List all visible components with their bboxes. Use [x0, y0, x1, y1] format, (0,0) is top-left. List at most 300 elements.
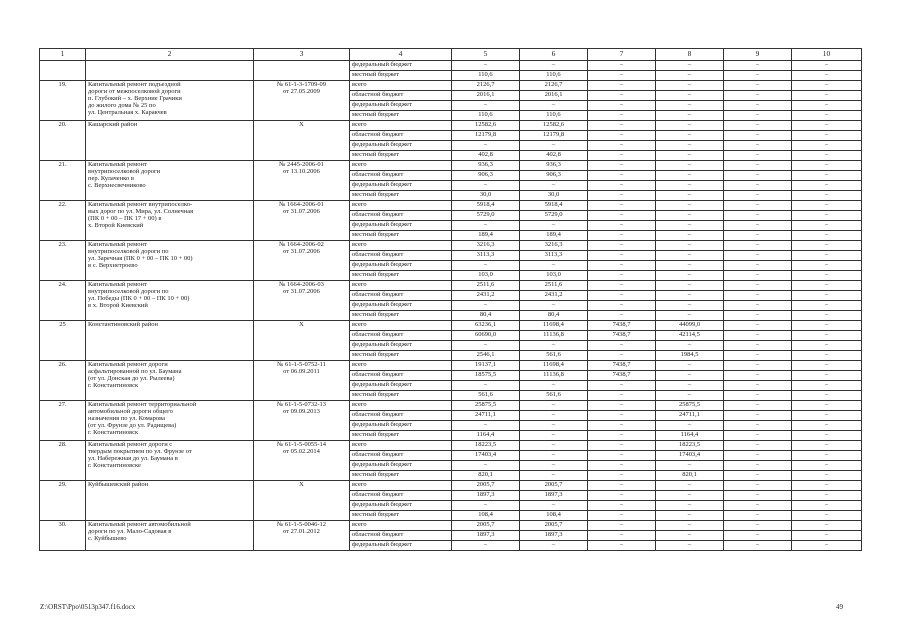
- amount-cell: –: [792, 201, 862, 211]
- funding-source: всего: [350, 481, 452, 491]
- amount-cell: –: [792, 391, 862, 401]
- amount-cell: –: [724, 251, 792, 261]
- amount-cell: –: [656, 491, 724, 501]
- amount-cell: –: [724, 151, 792, 161]
- amount-cell: 11698,4: [520, 361, 588, 371]
- amount-cell: –: [520, 301, 588, 311]
- object-name-line: п. Глубокий – х. Верхние Грачики: [88, 95, 182, 102]
- amount-cell: –: [452, 501, 520, 511]
- object-name-line: ул. Заречная (ПК 0 + 00 – ПК 10 + 00): [88, 255, 193, 262]
- amount-cell: –: [588, 111, 656, 121]
- amount-cell: –: [588, 201, 656, 211]
- funding-source: областной бюджет: [350, 531, 452, 541]
- amount-cell: –: [520, 431, 588, 441]
- amount-cell: –: [792, 321, 862, 331]
- amount-cell: 24711,1: [656, 411, 724, 421]
- amount-cell: –: [656, 111, 724, 121]
- amount-cell: 5918,4: [520, 201, 588, 211]
- amount-cell: 2431,2: [452, 291, 520, 301]
- document-ref: [254, 441, 350, 481]
- object-name-line: х. Второй Киевский: [88, 222, 144, 229]
- amount-cell: 820,1: [452, 471, 520, 481]
- object-name: [86, 441, 254, 481]
- document-ref-line: № 61-1-5-0046-12: [277, 521, 326, 528]
- column-number: 2: [86, 49, 254, 61]
- amount-cell: 7438,7: [588, 361, 656, 371]
- amount-cell: –: [792, 381, 862, 391]
- amount-cell: –: [656, 121, 724, 131]
- funding-source: местный бюджет: [350, 431, 452, 441]
- object-name-line: Капитальный ремонт внутрипоселко-: [88, 201, 193, 208]
- funding-source: всего: [350, 361, 452, 371]
- document-ref: [254, 361, 350, 401]
- amount-cell: –: [724, 401, 792, 411]
- amount-cell: –: [656, 341, 724, 351]
- object-name-line: (ПК 0 + 00 – ПК 17 + 00) в: [88, 215, 162, 222]
- amount-cell: –: [792, 441, 862, 451]
- amount-cell: –: [656, 181, 724, 191]
- amount-cell: –: [724, 411, 792, 421]
- amount-cell: 12582,6: [452, 121, 520, 131]
- amount-cell: –: [588, 71, 656, 81]
- column-number: 9: [724, 49, 792, 61]
- amount-cell: 1984,5: [656, 351, 724, 361]
- row-number: 29.: [40, 481, 86, 521]
- amount-cell: –: [792, 491, 862, 501]
- row-number: 20.: [40, 121, 86, 161]
- amount-cell: 108,4: [520, 511, 588, 521]
- amount-cell: –: [792, 281, 862, 291]
- amount-cell: –: [792, 181, 862, 191]
- object-name: [86, 241, 254, 281]
- amount-cell: –: [724, 431, 792, 441]
- amount-cell: –: [588, 541, 656, 551]
- funding-source: областной бюджет: [350, 491, 452, 501]
- document-ref-line: № 1664-2006-03: [279, 281, 324, 288]
- funding-source: областной бюджет: [350, 251, 452, 261]
- amount-cell: –: [724, 201, 792, 211]
- amount-cell: –: [724, 301, 792, 311]
- table-row: [40, 201, 862, 211]
- object-name-line: в с. Верхнетроево: [88, 262, 138, 269]
- amount-cell: –: [724, 321, 792, 331]
- amount-cell: –: [452, 421, 520, 431]
- amount-cell: 19137,1: [452, 361, 520, 371]
- amount-cell: –: [588, 211, 656, 221]
- amount-cell: –: [724, 461, 792, 471]
- amount-cell: 18223,5: [452, 441, 520, 451]
- document-ref-line: от 27.05.2009: [283, 88, 320, 95]
- amount-cell: –: [656, 251, 724, 261]
- amount-cell: –: [792, 91, 862, 101]
- amount-cell: –: [792, 211, 862, 221]
- object-name: [86, 521, 254, 551]
- amount-cell: 110,6: [520, 111, 588, 121]
- amount-cell: –: [724, 471, 792, 481]
- amount-cell: –: [588, 91, 656, 101]
- funding-source: местный бюджет: [350, 471, 452, 481]
- funding-source: областной бюджет: [350, 211, 452, 221]
- amount-cell: 1164,4: [452, 431, 520, 441]
- amount-cell: 103,0: [520, 271, 588, 281]
- object-name-line: Капитальный ремонт: [88, 161, 147, 168]
- object-name-line: (от ул. Донская до ул. Рылеева): [88, 375, 175, 382]
- amount-cell: 820,1: [656, 471, 724, 481]
- row-number: 21.: [40, 161, 86, 201]
- amount-cell: 5729,0: [452, 211, 520, 221]
- funding-source: местный бюджет: [350, 151, 452, 161]
- amount-cell: 2005,7: [452, 481, 520, 491]
- page-number: 49: [836, 603, 843, 611]
- funding-source: федеральный бюджет: [350, 341, 452, 351]
- amount-cell: –: [792, 331, 862, 341]
- amount-cell: 1897,3: [520, 531, 588, 541]
- amount-cell: –: [588, 221, 656, 231]
- amount-cell: 18223,5: [656, 441, 724, 451]
- amount-cell: –: [452, 301, 520, 311]
- document-ref-line: № 61-1-3-1709-09: [277, 81, 326, 88]
- table-row: [40, 401, 862, 411]
- amount-cell: –: [792, 461, 862, 471]
- amount-cell: 906,3: [520, 171, 588, 181]
- amount-cell: –: [588, 341, 656, 351]
- amount-cell: –: [724, 71, 792, 81]
- funding-source: всего: [350, 241, 452, 251]
- header-row: [40, 49, 862, 61]
- amount-cell: –: [656, 311, 724, 321]
- amount-cell: –: [724, 361, 792, 371]
- amount-cell: –: [588, 441, 656, 451]
- amount-cell: 1897,3: [452, 491, 520, 501]
- amount-cell: –: [588, 231, 656, 241]
- amount-cell: –: [588, 381, 656, 391]
- funding-source: областной бюджет: [350, 451, 452, 461]
- amount-cell: –: [520, 421, 588, 431]
- amount-cell: –: [792, 131, 862, 141]
- amount-cell: 12179,8: [520, 131, 588, 141]
- amount-cell: –: [792, 61, 862, 71]
- amount-cell: 936,3: [452, 161, 520, 171]
- amount-cell: 2005,7: [520, 521, 588, 531]
- object-name-line: с. Куйбышево: [88, 535, 127, 542]
- amount-cell: –: [588, 431, 656, 441]
- amount-cell: –: [656, 421, 724, 431]
- amount-cell: –: [452, 341, 520, 351]
- amount-cell: –: [588, 131, 656, 141]
- amount-cell: –: [792, 471, 862, 481]
- object-name: [86, 401, 254, 441]
- amount-cell: –: [724, 351, 792, 361]
- amount-cell: 402,8: [452, 151, 520, 161]
- object-name-line: Капитальный ремонт подъездной: [88, 81, 181, 88]
- object-name: [86, 321, 254, 361]
- amount-cell: –: [452, 141, 520, 151]
- amount-cell: 17403,4: [452, 451, 520, 461]
- funding-source: всего: [350, 121, 452, 131]
- amount-cell: –: [792, 141, 862, 151]
- amount-cell: –: [792, 401, 862, 411]
- amount-cell: –: [588, 121, 656, 131]
- object-name-line: г. Константиновск: [88, 429, 139, 436]
- amount-cell: –: [520, 141, 588, 151]
- object-name: [86, 121, 254, 161]
- object-name-line: назначения по ул. Комарова: [88, 415, 166, 422]
- object-name-line: Капитальный ремонт дороги с: [88, 441, 173, 448]
- amount-cell: –: [520, 61, 588, 71]
- funding-source: местный бюджет: [350, 511, 452, 521]
- amount-cell: –: [656, 71, 724, 81]
- amount-cell: 1164,4: [656, 431, 724, 441]
- amount-cell: 2016,1: [520, 91, 588, 101]
- object-name-line: Кашарский район: [88, 121, 138, 128]
- document-ref-line: от 13.10.2006: [283, 168, 320, 175]
- amount-cell: 7438,7: [588, 371, 656, 381]
- amount-cell: 17403,4: [656, 451, 724, 461]
- amount-cell: –: [656, 241, 724, 251]
- budget-table: [39, 48, 862, 551]
- column-number: 5: [452, 49, 520, 61]
- row-number: 22.: [40, 201, 86, 241]
- amount-cell: –: [724, 211, 792, 221]
- column-number: 3: [254, 49, 350, 61]
- amount-cell: –: [588, 501, 656, 511]
- amount-cell: 103,0: [452, 271, 520, 281]
- document-ref-line: от 09.09.2013: [283, 408, 320, 415]
- amount-cell: –: [656, 211, 724, 221]
- amount-cell: –: [792, 221, 862, 231]
- object-name-line: асфальтированной по ул. Баумана: [88, 368, 182, 375]
- object-name: [86, 201, 254, 241]
- amount-cell: –: [792, 261, 862, 271]
- amount-cell: –: [656, 361, 724, 371]
- amount-cell: –: [792, 341, 862, 351]
- amount-cell: –: [656, 91, 724, 101]
- amount-cell: –: [724, 481, 792, 491]
- amount-cell: –: [588, 241, 656, 251]
- amount-cell: 936,3: [520, 161, 588, 171]
- document-ref: [254, 401, 350, 441]
- amount-cell: –: [724, 501, 792, 511]
- amount-cell: 189,4: [452, 231, 520, 241]
- funding-source: федеральный бюджет: [350, 541, 452, 551]
- amount-cell: –: [656, 81, 724, 91]
- table-row: [40, 241, 862, 251]
- amount-cell: 30,0: [520, 191, 588, 201]
- funding-source: местный бюджет: [350, 311, 452, 321]
- amount-cell: 1897,3: [520, 491, 588, 501]
- amount-cell: 42114,5: [656, 331, 724, 341]
- amount-cell: –: [792, 421, 862, 431]
- amount-cell: 30,0: [452, 191, 520, 201]
- object-name-line: внутрипоселковой дороги по: [88, 288, 169, 295]
- amount-cell: –: [792, 531, 862, 541]
- amount-cell: –: [792, 171, 862, 181]
- object-name-line: ул. Центральная х. Каракчев: [88, 109, 167, 116]
- amount-cell: 12179,8: [452, 131, 520, 141]
- amount-cell: –: [588, 151, 656, 161]
- amount-cell: –: [724, 291, 792, 301]
- object-name-line: ул. Победы (ПК 0 + 00 – ПК 10 + 00): [88, 295, 190, 302]
- amount-cell: –: [792, 371, 862, 381]
- object-name-line: дороги по ул. Мало-Садовая в: [88, 528, 172, 535]
- amount-cell: –: [724, 81, 792, 91]
- amount-cell: 80,4: [452, 311, 520, 321]
- document-ref: [254, 201, 350, 241]
- document-ref: [254, 81, 350, 121]
- funding-source: местный бюджет: [350, 71, 452, 81]
- amount-cell: 2511,6: [520, 281, 588, 291]
- funding-source: областной бюджет: [350, 411, 452, 421]
- amount-cell: –: [724, 261, 792, 271]
- column-number: 1: [40, 49, 86, 61]
- amount-cell: –: [724, 221, 792, 231]
- object-name-line: Куйбышевский район: [88, 481, 149, 488]
- document-ref: [254, 321, 350, 361]
- funding-source: федеральный бюджет: [350, 381, 452, 391]
- amount-cell: 80,4: [520, 311, 588, 321]
- amount-cell: –: [656, 161, 724, 171]
- document-ref: [254, 481, 350, 521]
- table-row: [40, 521, 862, 531]
- amount-cell: –: [520, 501, 588, 511]
- amount-cell: –: [656, 171, 724, 181]
- amount-cell: –: [724, 131, 792, 141]
- object-name-line: г. Константиновск: [88, 382, 139, 389]
- object-name-line: Капитальный ремонт: [88, 281, 147, 288]
- amount-cell: –: [656, 101, 724, 111]
- object-name: [86, 481, 254, 521]
- amount-cell: –: [588, 61, 656, 71]
- funding-source: федеральный бюджет: [350, 141, 452, 151]
- column-number: 8: [656, 49, 724, 61]
- document-ref-line: Х: [299, 481, 304, 488]
- amount-cell: –: [656, 391, 724, 401]
- amount-cell: 7438,7: [588, 331, 656, 341]
- document-ref-line: от 31.07.2006: [283, 208, 320, 215]
- amount-cell: –: [724, 371, 792, 381]
- amount-cell: 2546,1: [452, 351, 520, 361]
- funding-source: всего: [350, 321, 452, 331]
- amount-cell: –: [588, 101, 656, 111]
- amount-cell: –: [656, 151, 724, 161]
- amount-cell: –: [792, 101, 862, 111]
- amount-cell: –: [724, 441, 792, 451]
- row-number: 27.: [40, 401, 86, 441]
- document-ref: [254, 241, 350, 281]
- amount-cell: 110,6: [520, 71, 588, 81]
- amount-cell: –: [724, 491, 792, 501]
- amount-cell: –: [452, 541, 520, 551]
- amount-cell: 5729,0: [520, 211, 588, 221]
- funding-source: всего: [350, 161, 452, 171]
- amount-cell: –: [656, 231, 724, 241]
- amount-cell: –: [588, 481, 656, 491]
- document-ref-line: № 1664-2006-01: [279, 201, 324, 208]
- amount-cell: 5918,4: [452, 201, 520, 211]
- amount-cell: –: [656, 141, 724, 151]
- amount-cell: 2126,7: [520, 81, 588, 91]
- amount-cell: –: [520, 381, 588, 391]
- amount-cell: –: [452, 461, 520, 471]
- amount-cell: –: [520, 411, 588, 421]
- document-ref: [254, 61, 350, 81]
- amount-cell: –: [724, 531, 792, 541]
- amount-cell: –: [656, 281, 724, 291]
- amount-cell: –: [588, 471, 656, 481]
- amount-cell: –: [792, 71, 862, 81]
- amount-cell: 561,6: [520, 391, 588, 401]
- object-name: [86, 361, 254, 401]
- amount-cell: –: [656, 291, 724, 301]
- amount-cell: 110,6: [452, 71, 520, 81]
- amount-cell: –: [656, 481, 724, 491]
- funding-source: федеральный бюджет: [350, 101, 452, 111]
- document-ref-line: № 61-1-5-0055-14: [277, 441, 326, 448]
- amount-cell: –: [656, 381, 724, 391]
- funding-source: федеральный бюджет: [350, 461, 452, 471]
- object-name: [86, 161, 254, 201]
- amount-cell: –: [520, 261, 588, 271]
- amount-cell: –: [724, 101, 792, 111]
- object-name-line: внутрипоселковой дороги по: [88, 248, 169, 255]
- amount-cell: –: [656, 131, 724, 141]
- amount-cell: –: [588, 261, 656, 271]
- footer-file-path: Z:\ORST\Ppo\0513p347.f16.docx: [40, 603, 136, 611]
- amount-cell: –: [792, 191, 862, 201]
- document-ref-line: от 27.01.2012: [283, 528, 320, 535]
- amount-cell: –: [792, 111, 862, 121]
- funding-source: областной бюджет: [350, 91, 452, 101]
- table-row: [40, 161, 862, 171]
- object-name-line: с. Верхнесвечниково: [88, 182, 146, 189]
- amount-cell: –: [520, 401, 588, 411]
- amount-cell: 3216,3: [452, 241, 520, 251]
- amount-cell: –: [724, 521, 792, 531]
- amount-cell: –: [588, 391, 656, 401]
- amount-cell: 25875,5: [656, 401, 724, 411]
- amount-cell: 2016,1: [452, 91, 520, 101]
- column-number: 4: [350, 49, 452, 61]
- amount-cell: –: [724, 331, 792, 341]
- amount-cell: 12582,6: [520, 121, 588, 131]
- amount-cell: 24711,1: [452, 411, 520, 421]
- funding-source: всего: [350, 401, 452, 411]
- amount-cell: –: [792, 271, 862, 281]
- amount-cell: –: [588, 521, 656, 531]
- amount-cell: –: [520, 461, 588, 471]
- object-name-line: дороги от межпоселковой дороги: [88, 88, 181, 95]
- column-number: 10: [792, 49, 862, 61]
- amount-cell: –: [520, 181, 588, 191]
- funding-source: местный бюджет: [350, 271, 452, 281]
- amount-cell: –: [588, 491, 656, 501]
- funding-source: всего: [350, 201, 452, 211]
- funding-source: федеральный бюджет: [350, 221, 452, 231]
- amount-cell: –: [792, 411, 862, 421]
- amount-cell: –: [656, 511, 724, 521]
- amount-cell: –: [724, 191, 792, 201]
- amount-cell: 561,6: [452, 391, 520, 401]
- amount-cell: –: [520, 221, 588, 231]
- object-name-line: ул. Набережная до ул. Баумана в: [88, 455, 178, 462]
- amount-cell: –: [588, 281, 656, 291]
- amount-cell: 44099,0: [656, 321, 724, 331]
- amount-cell: –: [452, 221, 520, 231]
- amount-cell: –: [656, 521, 724, 531]
- amount-cell: –: [792, 301, 862, 311]
- row-number: [40, 61, 86, 81]
- amount-cell: –: [724, 311, 792, 321]
